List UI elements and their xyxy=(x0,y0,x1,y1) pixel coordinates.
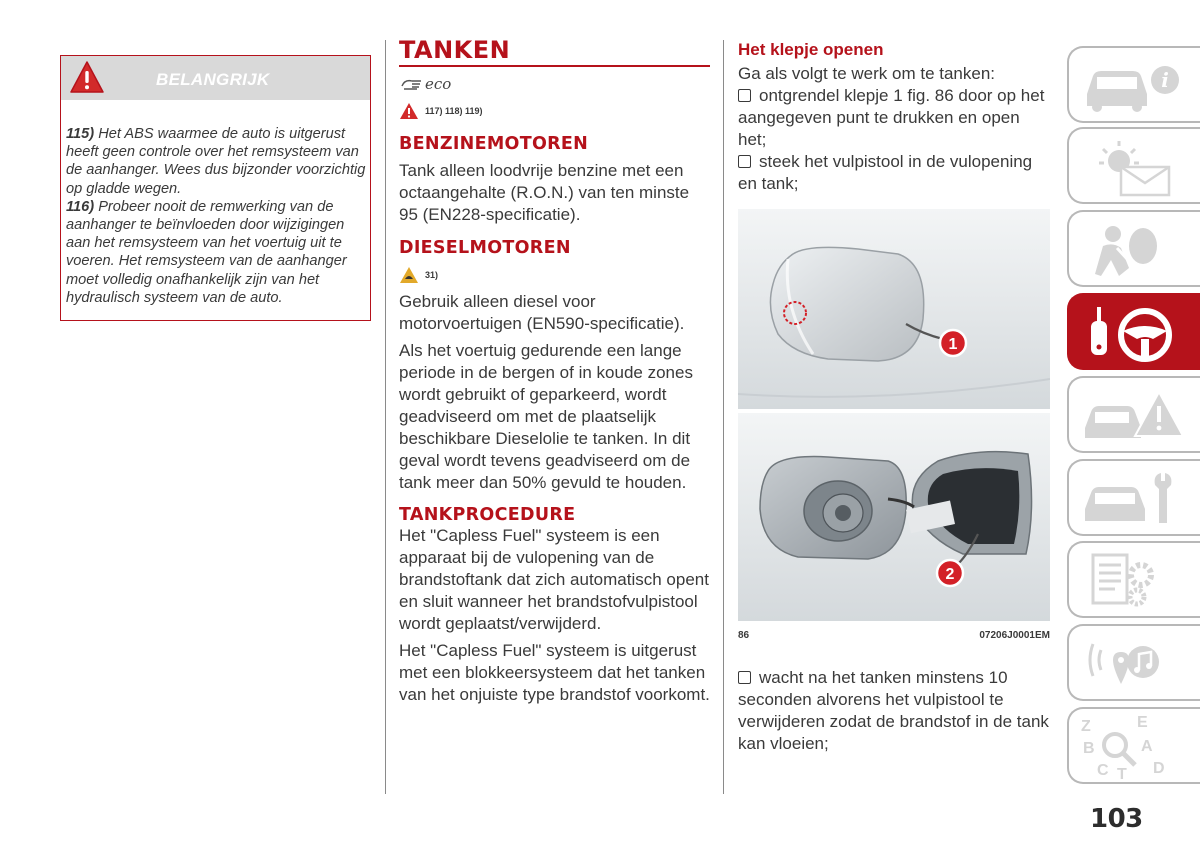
warning-item-num: 115) xyxy=(66,126,95,142)
column-divider xyxy=(723,40,724,794)
figure-number: 86 xyxy=(738,630,750,641)
index-letter: Z xyxy=(1081,718,1091,735)
tab-technical-data[interactable] xyxy=(1067,541,1200,618)
tab-starting-driving[interactable] xyxy=(1067,293,1200,370)
paragraph: Als het voertuig gedurende een lange periode in de bergen of in koude zones wordt gebruikt of geparkeerd, wordt geadviseerd om met de plaatselijk beschikbare Dieselolie te tanken. In dit geval wordt tevens geadviseerd om de tank meer dan 50% gevuld te houden. xyxy=(399,341,693,492)
index-letter: C xyxy=(1097,762,1109,779)
subheading-procedure: TANKPROCEDURE xyxy=(399,505,576,525)
right-column-continued xyxy=(738,667,1050,755)
subheading-petrol: BENZINEMOTOREN xyxy=(399,134,589,154)
subheading-diesel: DIESELMOTOREN xyxy=(399,238,571,258)
section-heading: TANKEN xyxy=(399,36,511,64)
car-warning-icon xyxy=(1079,384,1189,448)
callout-1: 1 xyxy=(948,336,958,353)
fuel-flap-illustration xyxy=(738,209,1050,621)
middle-column xyxy=(399,36,711,711)
figure-code: 07206J0001EM xyxy=(979,630,1050,641)
list-gears-icon xyxy=(1079,549,1189,613)
warning-refs xyxy=(399,102,711,120)
tab-index[interactable] xyxy=(1067,707,1200,784)
column-divider xyxy=(385,40,386,794)
warning-header xyxy=(61,56,370,100)
paragraph: Het "Capless Fuel" systeem is een apparaat bij de vulopening van de brandstoftank dat zich automatisch opent en sluit wanneer het brandstofvulpistool wordt geplaatst/verwijderd. xyxy=(399,526,709,633)
callout-2: 2 xyxy=(945,566,955,583)
step-text: ontgrendel klepje 1 fig. 86 door op het aangegeven punt te drukken en open het; xyxy=(738,86,1045,149)
tab-multimedia[interactable] xyxy=(1067,624,1200,701)
warning-refs-text: 117) 118) 119) xyxy=(425,106,483,116)
heading-rule xyxy=(399,65,710,67)
warning-item-text: Probeer nooit de remwerking van de aanhanger te beïnvloeden door wijzigingen aan het remsysteem van het voertuig uit te voeren. Het remsysteem van de aanhanger moet volledig onafhankelijk zijn van het hydraulisch systeem van de auto. xyxy=(66,198,347,306)
tab-lights-messages[interactable] xyxy=(1067,127,1200,204)
tab-emergency[interactable] xyxy=(1067,376,1200,453)
index-letter: D xyxy=(1153,760,1165,777)
caution-refs xyxy=(399,266,711,284)
car-wrench-icon xyxy=(1079,467,1189,531)
index-letter: T xyxy=(1117,766,1127,779)
signal-music-icon xyxy=(1079,632,1189,696)
warning-item-text: Het ABS waarmee de auto is uitgerust heeft geen controle over het remsysteem van de aanhanger. Wees dus bijzonder voorzichtig op gladde wegen. xyxy=(66,126,366,197)
eco-label: eco xyxy=(425,75,452,93)
subsection-heading: Het klepje openen xyxy=(738,40,884,59)
checkbox-bullet-icon xyxy=(738,671,751,684)
index-letter: A xyxy=(1141,738,1153,755)
step-text: wacht na het tanken minstens 10 seconden alvorens het vulpistool te verwijderen zodat de brandstof in de tank kan vloeien; xyxy=(738,668,1049,753)
warning-text xyxy=(66,125,366,307)
car-info-icon xyxy=(1079,54,1189,118)
alphabet-search-icon xyxy=(1079,715,1189,779)
checkbox-bullet-icon xyxy=(738,89,751,102)
caution-triangle-icon xyxy=(399,266,419,284)
page-number: 103 xyxy=(1090,804,1143,834)
checkbox-bullet-icon xyxy=(738,155,751,168)
figure-fuel-flap xyxy=(738,209,1050,621)
caution-refs-text: 31) xyxy=(425,270,439,280)
sun-envelope-icon xyxy=(1079,135,1189,199)
index-letter: B xyxy=(1083,740,1095,757)
airbag-person-icon xyxy=(1079,218,1189,282)
warning-triangle-icon xyxy=(399,102,419,120)
svg-text:i: i xyxy=(1161,68,1169,92)
key-steering-wheel-icon xyxy=(1079,301,1189,365)
paragraph: Tank alleen loodvrije benzine met een octaangehalte (R.O.N.) van ten minste 95 (EN228-specificatie). xyxy=(399,161,690,224)
index-letter: E xyxy=(1137,715,1148,731)
paragraph: Het "Capless Fuel" systeem is uitgerust met een blokkeersysteem dat het tanken van het onjuiste type brandstof voorkomt. xyxy=(399,641,710,704)
tab-safety[interactable] xyxy=(1067,210,1200,287)
step-item xyxy=(738,667,1050,755)
intro-text: Ga als volgt te werk om te tanken: xyxy=(738,64,996,83)
right-column xyxy=(738,40,1050,195)
warning-title: BELANGRIJK xyxy=(156,70,270,89)
warning-box xyxy=(60,55,371,321)
step-text: steek het vulpistool in de vulopening en tank; xyxy=(738,152,1033,193)
paragraph: Gebruik alleen diesel voor motorvoertuigen (EN590-specificatie). xyxy=(399,292,685,333)
eco-hand-icon xyxy=(399,72,459,94)
warning-triangle-icon xyxy=(69,60,105,94)
warning-item-num: 116) xyxy=(66,198,95,215)
tab-dashboard-info[interactable] xyxy=(1067,46,1200,123)
step-item xyxy=(738,85,1050,151)
step-item xyxy=(738,151,1050,195)
tab-maintenance[interactable] xyxy=(1067,459,1200,536)
